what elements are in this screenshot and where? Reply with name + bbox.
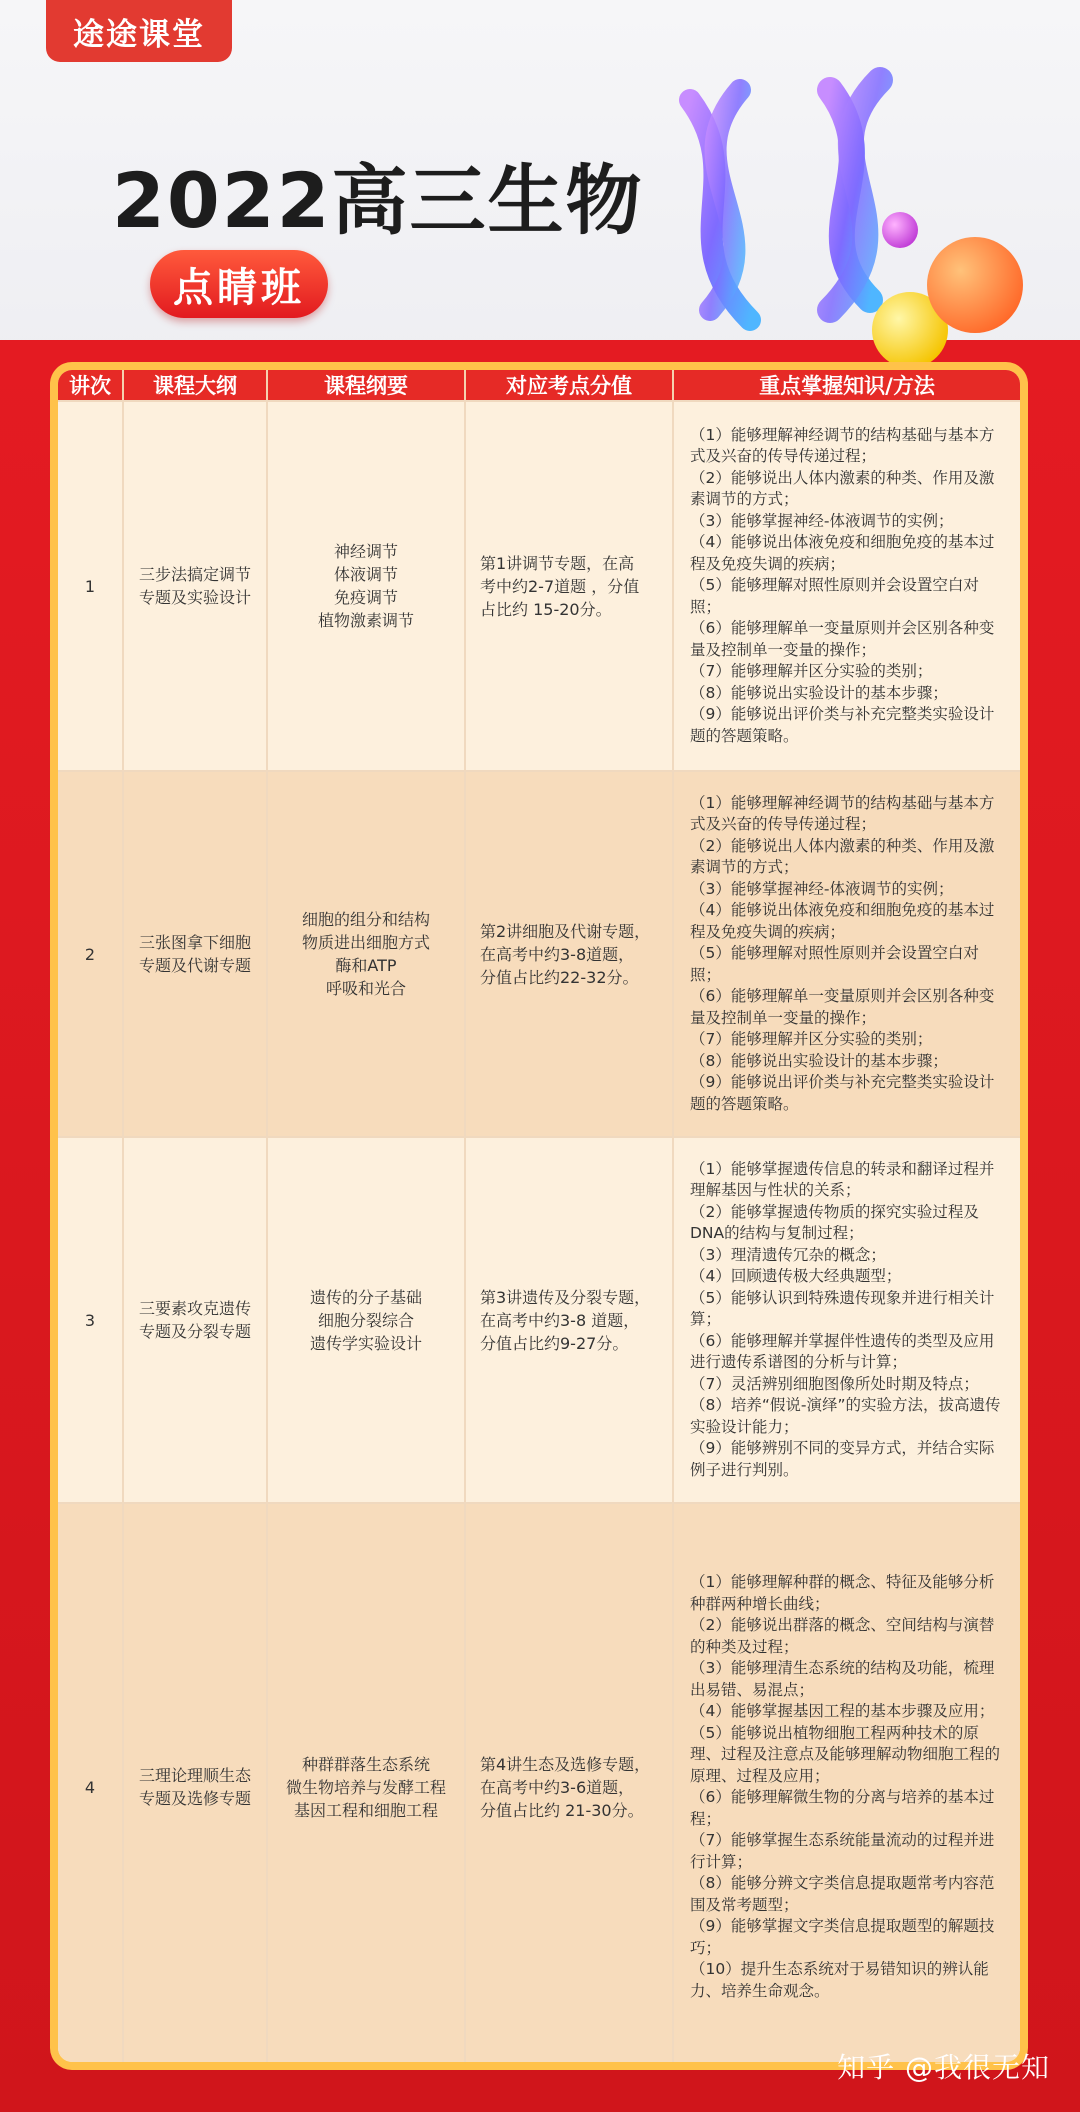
topic-line: 细胞的组分和结构 [301,910,430,929]
key-point-item: （5）能够认识到特殊遗传现象并进行相关计算； [690,1288,995,1329]
key-point-item: （9）能够辨别不同的变异方式，并结合实际例子进行判别。 [690,1439,995,1479]
course-topics [268,402,466,770]
course-table [50,362,1028,2070]
key-points [674,402,1020,770]
outline-line: 专题及选修专题 [138,1789,251,1808]
score-line: 第2讲细胞及代谢专题， [480,921,651,941]
key-point-item: （8）能够分辨文字类信息提取题常考内容范围及常考题型； [690,1874,995,1914]
outline-line: 专题及分裂专题 [138,1322,251,1341]
topic-line: 微生物培养与发酵工程 [285,1777,446,1797]
outline-line: 三张图拿下细胞 [138,933,251,952]
topic-line: 种群群落生态系统 [301,1754,430,1774]
topic-line: 遗传的分子基础 [309,1287,422,1307]
topic-line: 免疫调节 [333,588,398,607]
key-point-item: （4）能够掌握基因工程的基本步骤及应用； [690,1702,995,1720]
table-row [58,1502,1020,2062]
key-point-item: （3）能够理清生态系统的结构及功能，梳理出易错、易混点； [690,1659,995,1699]
key-point-item: （4）能够说出体液免疫和细胞免疫的基本过程及免疫失调的疾病； [690,901,995,941]
key-points [674,772,1020,1136]
key-point-item: （8）能够说出实验设计的基本步骤； [690,1051,948,1070]
dna-illustration [630,60,1050,380]
score-line: 分值占比约22-32分。 [480,967,639,987]
key-point-item: （2）能够掌握遗传物质的探究实验过程及DNA的结构与复制过程； [690,1202,979,1243]
header-cell: 课程纲要 [268,370,466,400]
score-line: 在高考中约3-8道题， [480,944,635,964]
score-line: 第1讲调节专题，在高 [480,553,635,573]
key-point-item: （8）培养“假说-演绎”的实验方法，拔高遗传实验设计能力； [690,1396,1001,1436]
lecture-number: 3 [58,1138,124,1502]
key-point-item: （3）能够掌握神经-体液调节的实例； [690,879,954,898]
topic-line: 植物激素调节 [317,611,414,630]
key-point-item: （9）能够说出评价类与补充完整类实验设计题的答题策略。 [690,1073,995,1113]
key-point-item: （5）能够说出植物细胞工程两种技术的原理、过程及注意点及能够理解动物细胞工程的原理、过程及应用； [690,1723,1001,1785]
key-point-item: （6）能够理解单一变量原则并会区别各种变量及控制单一变量的操作； [690,619,995,659]
table-header [58,370,1020,400]
score-line: 第3讲遗传及分裂专题， [480,1287,651,1307]
key-point-item: （1）能够掌握遗传信息的转录和翻译过程并理解基因与性状的关系； [690,1159,995,1200]
key-point-item: （5）能够理解对照性原则并会设置空白对照； [690,944,979,984]
key-point-item: （10）提升生态系统对于易错知识的辨认能力、培养生命观念。 [690,1960,989,2000]
lecture-number: 4 [58,1504,124,2062]
score-line: 考中约2-7道题 ，分值 [480,576,640,596]
brand-logo: 途途课堂 [46,0,232,62]
course-outline [124,1138,268,1502]
header-cell: 重点掌握知识/方法 [759,374,935,398]
key-point-item: （7）能够理解并区分实验的类别； [690,662,933,681]
key-point-item: （9）能够掌握文字类信息提取题型的解题技巧； [690,1917,995,1957]
course-outline [124,772,268,1136]
key-point-item: （7）能够掌握生态系统能量流动的过程并进行计算； [690,1831,995,1871]
key-point-item: （6）能够理解并掌握伴性遗传的类型及应用进行遗传系谱图的分析与计算； [690,1331,995,1372]
score-line: 第4讲生态及选修专题， [480,1754,651,1774]
outline-line: 三要素攻克遗传 [138,1299,251,1318]
table-body [58,400,1020,2062]
key-point-item: （7）灵活辨别细胞图像所处时期及特点； [690,1374,979,1393]
lecture-number: 1 [58,402,124,770]
score-line: 占比约 15-20分。 [480,599,612,619]
key-point-item: （2）能够说出人体内激素的种类、作用及激素调节的方式； [690,836,995,877]
outline-line: 三理论理顺生态 [138,1766,251,1785]
score-line: 分值占比约 21-30分。 [480,1800,644,1820]
subtitle-badge: 点睛班 [150,250,328,318]
score-line: 分值占比约9-27分。 [480,1333,629,1353]
topic-line: 遗传学实验设计 [309,1333,422,1353]
key-point-item: （4）能够说出体液免疫和细胞免疫的基本过程及免疫失调的疾病； [690,533,995,573]
table-row [58,770,1020,1136]
exam-score [466,1504,674,2062]
key-point-item: （6）能够理解微生物的分离与培养的基本过程； [690,1788,995,1828]
key-point-item: （4）回顾遗传极大经典题型； [690,1267,902,1286]
course-topics [268,772,466,1136]
key-point-item: （3）理清遗传冗杂的概念； [690,1245,886,1264]
header-cell: 对应考点分值 [466,370,674,400]
key-point-item: （1）能够理解神经调节的结构基础与基本方式及兴奋的传导传递过程； [690,425,995,466]
key-point-item: （2）能够说出群落的概念、空间结构与演替的种类及过程； [690,1616,995,1656]
key-point-item: （2）能够说出人体内激素的种类、作用及激素调节的方式； [690,468,995,509]
outline-line: 三步法搞定调节 [138,565,251,584]
key-point-item: （1）能够理解神经调节的结构基础与基本方式及兴奋的传导传递过程； [690,793,995,834]
key-points [674,1138,1020,1502]
table-row [58,400,1020,770]
course-outline [124,402,268,770]
key-point-item: （7）能够理解并区分实验的类别； [690,1030,933,1049]
exam-score [466,402,674,770]
watermark: 知乎 @我很无知 [837,2051,1050,2084]
header-cell: 课程大纲 [124,370,268,400]
page-title: 2022高三生物 [112,156,644,245]
course-topics [268,1504,466,2062]
course-outline [124,1504,268,2062]
topic-line: 细胞分裂综合 [317,1310,414,1330]
topic-line: 基因工程和细胞工程 [293,1800,438,1820]
score-line: 在高考中约3-8 道题， [480,1310,640,1330]
topic-line: 酶和ATP [335,956,397,975]
table-inner [58,370,1020,2062]
topic-line: 物质进出细胞方式 [301,933,430,952]
course-topics [268,1138,466,1502]
topic-line: 神经调节 [333,542,398,561]
topic-line: 呼吸和光合 [325,979,406,998]
table-row [58,1136,1020,1502]
key-point-item: （5）能够理解对照性原则并会设置空白对照； [690,576,979,616]
exam-score [466,1138,674,1502]
topic-line: 体液调节 [333,565,398,584]
key-point-item: （8）能够说出实验设计的基本步骤； [690,683,948,702]
key-point-item: （6）能够理解单一变量原则并会区别各种变量及控制单一变量的操作； [690,987,995,1027]
outline-line: 专题及实验设计 [138,588,251,607]
header-cell: 讲次 [58,370,124,400]
exam-score [466,772,674,1136]
outline-line: 专题及代谢专题 [138,956,251,975]
score-line: 在高考中约3-6道题， [480,1777,635,1797]
key-point-item: （9）能够说出评价类与补充完整类实验设计题的答题策略。 [690,705,995,745]
key-point-item: （3）能够掌握神经-体液调节的实例； [690,511,954,530]
key-point-item: （1）能够理解种群的概念、特征及能够分析种群两种增长曲线； [690,1573,995,1613]
key-points [674,1504,1020,2062]
lecture-number: 2 [58,772,124,1136]
